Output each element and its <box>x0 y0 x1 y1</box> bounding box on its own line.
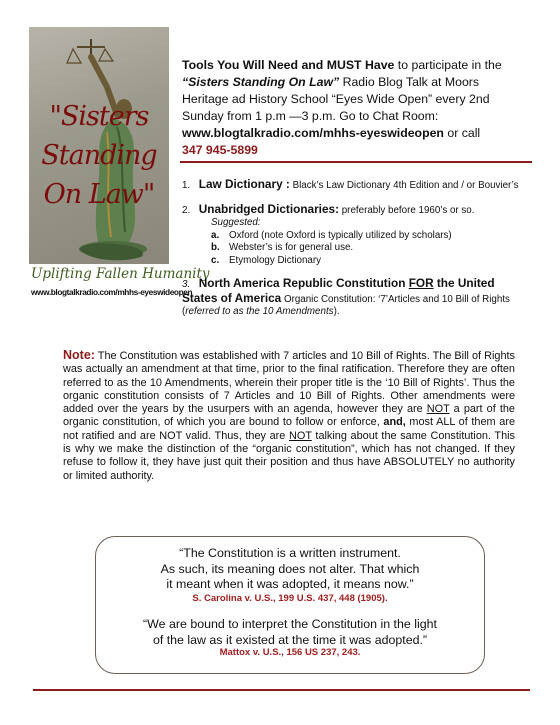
list-item-title-rest: the United States of America <box>182 276 495 305</box>
poster-title-line: Standing <box>41 140 157 171</box>
quote-text <box>96 617 484 648</box>
sub-item-text: Etymology Dictionary <box>229 254 322 266</box>
suggested-label: Suggested: <box>211 217 261 228</box>
list-number: 3. <box>182 279 191 290</box>
quote-line: “We are bound to interpret the Constitution in the light <box>143 617 437 631</box>
poster-title-line: On Law" <box>43 179 155 210</box>
quote-line: it meant when it was adopted, it means now.” <box>166 577 414 591</box>
header-divider <box>180 161 532 163</box>
list-number: 2. <box>182 204 191 216</box>
list-item-text: preferably before 1960’s or so. <box>339 204 475 216</box>
call-text: or call <box>443 126 481 140</box>
note-not: NOT <box>289 429 312 442</box>
sub-item-text: Webster’s is for general use. <box>229 242 354 253</box>
note-paragraph <box>63 349 515 483</box>
suggested-list <box>211 217 527 267</box>
intro-paragraph <box>182 57 527 159</box>
poster-url: www.blogtalkradio.com/mhhs-eyeswideopen <box>31 287 193 297</box>
list-item-unabridged-dictionaries <box>182 203 527 268</box>
quote-box <box>95 536 485 674</box>
sub-item-key: b. <box>211 242 220 253</box>
list-item-title: Unabridged Dictionaries: <box>198 201 340 216</box>
list-item-law-dictionary <box>182 178 527 193</box>
note-label: Note: <box>63 348 95 362</box>
list-item-italic: referred to as the 10 Amendments <box>185 306 334 317</box>
quote-line: of the law as it existed at the time it was adopted.” <box>152 632 428 647</box>
show-name: “Sisters Standing On Law” <box>182 75 340 89</box>
list-item-text: Black’s Law Dictionary 4th Edition and / or Bouvier’s <box>289 180 519 191</box>
quote-line: “The Constitution is a written instrument. <box>179 546 401 560</box>
poster-title-line: "Sisters <box>49 101 149 132</box>
intro-lead: Tools You Will Need and MUST Have <box>182 58 395 72</box>
poster-tagline: Uplifting Fallen Humanity <box>31 266 210 282</box>
list-item-tail: ). <box>333 306 340 317</box>
poster-title <box>29 97 169 214</box>
sub-item <box>211 255 527 268</box>
list-item-title: Law Dictionary : <box>198 177 290 191</box>
quote-citation: S. Carolina v. U.S., 199 U.S. 437, 448 (1905). <box>192 593 388 604</box>
list-item-text: Organic Constitution: ‘7’Articles and 10 Bill of Rights ( <box>182 293 510 317</box>
list-number: 1. <box>182 180 191 191</box>
sub-item <box>211 230 527 243</box>
chat-url-link[interactable]: www.blogtalkradio.com/mhhs-eyeswideopen <box>182 126 444 140</box>
footer-divider <box>33 689 530 691</box>
list-item-title-for: FOR <box>408 276 434 290</box>
intro-details: Radio Blog Talk at Moors Heritage ad History School “Eyes Wide Open” every 2nd Sunday from 1 p.m —3 p.m. Go to Chat Room: <box>182 75 490 123</box>
tools-list <box>182 178 527 329</box>
intro-lead-rest: to participate in the <box>394 58 502 72</box>
sub-item-key: a. <box>211 229 220 241</box>
note-text: The Constitution was established with 7 articles and 10 Bill of Rights. The Bill of Rights was actually an amendment at that time, prior to the final ratification. Therefore they are often referred to as the 10 Amendments, wherein their proper title is the ‘10 Bill of Rights’. Thus the organic constitution consists of 7 Articles and 10 Bill of Rights. Other amendments were added over the years by the usurpers with an agenda, however they are <box>63 350 515 416</box>
quote-text <box>96 546 484 593</box>
note-text: talking about the same Constitution. This is why we make the distinction of the “organic constitution”, which has not changed. If they refuse to follow it, they have just quit their position and thus have ABSOLUTELY no authority or limited authority. <box>63 429 515 482</box>
note-text: most ALL of them are not ratified and are NOT valid. Thus, they are <box>63 416 516 442</box>
note-and: and, <box>383 416 406 429</box>
sub-item <box>211 242 527 255</box>
note-text: a part of the organic constitution, of which you are bound to follow or enforce, <box>63 403 515 429</box>
list-item-constitution <box>182 277 527 319</box>
quote-line: As such, its meaning does not alter. That which <box>160 561 420 576</box>
list-item-title: North America Republic Constitution <box>198 276 409 290</box>
quote-citation: Mattox v. U.S., 156 US 237, 243. <box>219 647 361 658</box>
sub-item-text: Oxford (note Oxford is typically utilized by scholars) <box>229 229 452 241</box>
sub-item-key: c. <box>211 254 220 266</box>
phone-number: 347 945-5899 <box>182 143 258 157</box>
poster-image <box>29 27 169 264</box>
note-not: NOT <box>426 403 450 416</box>
